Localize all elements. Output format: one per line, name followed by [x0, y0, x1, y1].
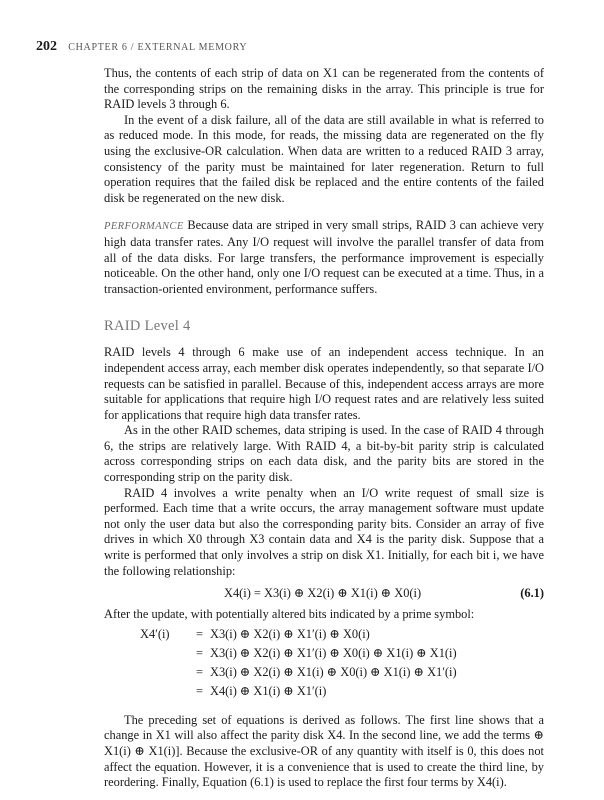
- equation-6-1-text: X4(i) = X3(i) ⊕ X2(i) ⊕ X1(i) ⊕ X0(i): [224, 586, 422, 601]
- equation-rhs: X3(i) ⊕ X2(i) ⊕ X1′(i) ⊕ X0(i): [210, 626, 370, 641]
- page-number: 202: [36, 39, 57, 54]
- equals-sign: =: [196, 645, 203, 660]
- equation-6-1: [104, 584, 544, 604]
- equation-line: [104, 627, 544, 646]
- paragraph-3: Because data are striped in very small strips, RAID 3 can achieve very high data transfer rates. Any I/O request will involve the parallel transfer of data from all of the data disks. For large transfers, the performance improvement is especially noticeable. On the other hand, only one I/O request can be executed at a time. Thus, in a transaction-oriented environment, performance suffers.: [104, 218, 544, 296]
- equation-rhs: X3(i) ⊕ X2(i) ⊕ X1′(i) ⊕ X0(i) ⊕ X1(i) ⊕ X1(i): [210, 645, 457, 660]
- paragraph-4: RAID levels 4 through 6 make use of an independent access technique. In an independent access array, each member disk operates independently, so that separate I/O requests can be satisfied in parallel. Because of this, independent access arrays are more suitable for applications that require high I/O request rates and are relatively less suited for applications that require high data transfer rates.: [104, 345, 544, 422]
- paragraph-1: Thus, the contents of each strip of data on X1 can be regenerated from the contents of the corresponding strips on the remaining disks in the array. This principle is true for RAID levels 3 through 6.: [104, 66, 544, 112]
- equation-line: [104, 684, 544, 703]
- equals-sign: =: [196, 683, 203, 698]
- paragraph-5: As in the other RAID schemes, data striping is used. In the case of RAID 4 through 6, the strips are relatively large. With RAID 4, a bit-by-bit parity strip is calculated across corresponding strips on each data disk, and the parity bits are stored in the corresponding strip on the parity disk.: [104, 423, 544, 485]
- equation-set: [104, 627, 544, 703]
- paragraph-7: After the update, with potentially altered bits indicated by a prime symbol:: [104, 607, 475, 622]
- paragraph-performance: [104, 218, 544, 297]
- running-head: [36, 38, 576, 54]
- paragraph-8: The preceding set of equations is derived as follows. The first line shows that a change in X1 will also affect the parity disk X4. In the second line, we add the terms ⊕ X1(i) ⊕ X1(i)]. Because the exclusive-OR of any quantity with itself is 0, this does not affect the equation. However, it is a convenience that is used to create the third line, by reordering. Finally, Equation (6.1) is used to replace the first four terms by X4(i).: [104, 712, 544, 790]
- equation-lhs: X4′(i): [140, 626, 170, 641]
- equation-rhs: X4(i) ⊕ X1(i) ⊕ X1′(i): [210, 683, 327, 698]
- chapter-title: CHAPTER 6 / EXTERNAL MEMORY: [68, 42, 248, 53]
- equals-sign: =: [196, 626, 203, 641]
- equation-line: [104, 646, 544, 665]
- equals-sign: =: [196, 664, 203, 679]
- performance-heading: PERFORMANCE: [104, 221, 184, 233]
- equation-number: (6.1): [520, 586, 544, 601]
- page-body: [104, 66, 544, 791]
- paragraph-6: RAID 4 involves a write penalty when an I/O write request of small size is performed. Each time that a write occurs, the array management software must update not only the user data but also the corresponding parity bits. Consider an array of five drives in which X0 through X3 contain data and X4 is the parity disk. Suppose that a write is performed that only involves a strip on disk X1. Initially, for each bit i, we have the following relationship:: [104, 485, 544, 578]
- equation-line: [104, 665, 544, 684]
- paragraph-2: In the event of a disk failure, all of the data are still available in what is referred to as reduced mode. In this mode, for reads, the missing data are regenerated on the fly using the exclusive-OR calculation. When data are written to a reduced RAID 3 array, consistency of the parity must be maintained for later regeneration. Return to full operation requires that the failed disk be replaced and the entire contents of the failed disk be regenerated on the new disk.: [104, 112, 544, 205]
- equation-rhs: X3(i) ⊕ X2(i) ⊕ X1(i) ⊕ X0(i) ⊕ X1(i) ⊕ X1′(i): [210, 664, 457, 679]
- section-heading: RAID Level 4: [104, 318, 191, 335]
